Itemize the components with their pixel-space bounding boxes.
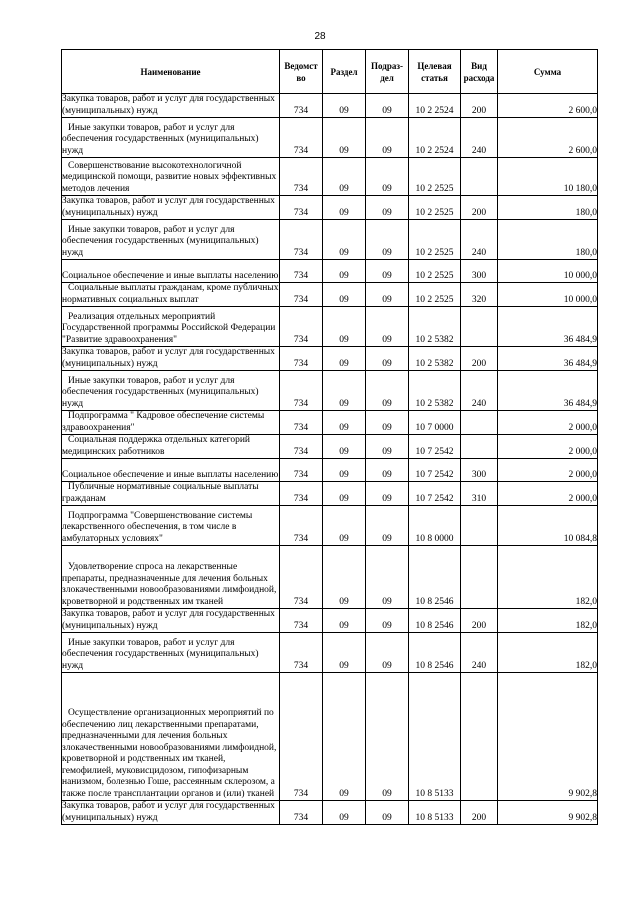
table-body bbox=[62, 94, 598, 825]
row-section: 09 bbox=[323, 482, 366, 506]
row-subsection: 09 bbox=[366, 371, 409, 411]
row-subsection: 09 bbox=[366, 283, 409, 307]
table-row bbox=[62, 801, 598, 825]
row-dept: 734 bbox=[280, 283, 323, 307]
header-type: Вид расхода bbox=[461, 50, 498, 94]
row-name: Закупка товаров, работ и услуг для государственных (муниципальных) нужд bbox=[62, 801, 280, 825]
row-target: 10 2 2525 bbox=[409, 283, 461, 307]
table-row bbox=[62, 673, 598, 801]
row-section: 09 bbox=[323, 283, 366, 307]
row-amount: 36 484,9 bbox=[498, 307, 598, 347]
row-section: 09 bbox=[323, 506, 366, 546]
row-amount: 9 902,8 bbox=[498, 673, 598, 801]
row-type: 240 bbox=[461, 371, 498, 411]
row-target: 10 2 5382 bbox=[409, 371, 461, 411]
row-amount: 2 000,0 bbox=[498, 435, 598, 459]
row-target: 10 2 2525 bbox=[409, 260, 461, 283]
row-name: Публичные нормативные социальные выплаты гражданам bbox=[62, 482, 280, 506]
row-subsection: 09 bbox=[366, 673, 409, 801]
row-target: 10 2 2524 bbox=[409, 94, 461, 118]
row-target: 10 2 2524 bbox=[409, 118, 461, 158]
header-amount: Сумма bbox=[498, 50, 598, 94]
row-target: 10 8 0000 bbox=[409, 506, 461, 546]
row-amount: 2 000,0 bbox=[498, 459, 598, 482]
row-subsection: 09 bbox=[366, 801, 409, 825]
row-section: 09 bbox=[323, 411, 366, 435]
row-dept: 734 bbox=[280, 307, 323, 347]
table-row bbox=[62, 283, 598, 307]
row-section: 09 bbox=[323, 435, 366, 459]
row-subsection: 09 bbox=[366, 506, 409, 546]
table-row bbox=[62, 260, 598, 283]
row-section: 09 bbox=[323, 220, 366, 260]
row-amount: 180,0 bbox=[498, 196, 598, 220]
row-name: Подпрограмма "Совершенствование системы лекарственного обеспечения, в том числе в амбулаторных условиях" bbox=[62, 506, 280, 546]
row-subsection: 09 bbox=[366, 633, 409, 673]
row-type: 200 bbox=[461, 347, 498, 371]
row-subsection: 09 bbox=[366, 482, 409, 506]
row-amount: 9 902,8 bbox=[498, 801, 598, 825]
row-subsection: 09 bbox=[366, 260, 409, 283]
row-section: 09 bbox=[323, 633, 366, 673]
row-name: Подпрограмма " Кадровое обеспечение системы здравоохранения" bbox=[62, 411, 280, 435]
table-row bbox=[62, 196, 598, 220]
header-name: Наименование bbox=[62, 50, 280, 94]
row-amount: 2 000,0 bbox=[498, 482, 598, 506]
row-type bbox=[461, 307, 498, 347]
row-dept: 734 bbox=[280, 673, 323, 801]
row-section: 09 bbox=[323, 371, 366, 411]
table-row bbox=[62, 158, 598, 196]
row-target: 10 7 0000 bbox=[409, 411, 461, 435]
row-dept: 734 bbox=[280, 196, 323, 220]
row-subsection: 09 bbox=[366, 411, 409, 435]
row-section: 09 bbox=[323, 673, 366, 801]
table-row bbox=[62, 347, 598, 371]
table-row bbox=[62, 220, 598, 260]
row-section: 09 bbox=[323, 347, 366, 371]
row-target: 10 2 2525 bbox=[409, 220, 461, 260]
row-target: 10 2 5382 bbox=[409, 347, 461, 371]
header-subsection: Подраз- дел bbox=[366, 50, 409, 94]
row-type bbox=[461, 158, 498, 196]
header-section: Раздел bbox=[323, 50, 366, 94]
row-dept: 734 bbox=[280, 609, 323, 633]
header-row bbox=[62, 50, 598, 94]
row-type bbox=[461, 546, 498, 609]
row-type bbox=[461, 673, 498, 801]
row-name: Иные закупки товаров, работ и услуг для обеспечения государственных (муниципальных) нужд bbox=[62, 371, 280, 411]
row-amount: 2 600,0 bbox=[498, 94, 598, 118]
page-number: 28 bbox=[314, 31, 326, 42]
row-name: Иные закупки товаров, работ и услуг для обеспечения государственных (муниципальных) нужд bbox=[62, 633, 280, 673]
row-amount: 182,0 bbox=[498, 546, 598, 609]
row-section: 09 bbox=[323, 94, 366, 118]
row-amount: 10 084,8 bbox=[498, 506, 598, 546]
row-subsection: 09 bbox=[366, 435, 409, 459]
row-name: Закупка товаров, работ и услуг для государственных (муниципальных) нужд bbox=[62, 196, 280, 220]
row-type: 200 bbox=[461, 801, 498, 825]
table-row bbox=[62, 609, 598, 633]
row-amount: 10 000,0 bbox=[498, 283, 598, 307]
row-target: 10 2 5382 bbox=[409, 307, 461, 347]
row-amount: 36 484,9 bbox=[498, 371, 598, 411]
row-amount: 36 484,9 bbox=[498, 347, 598, 371]
row-subsection: 09 bbox=[366, 459, 409, 482]
table-row bbox=[62, 506, 598, 546]
row-dept: 734 bbox=[280, 260, 323, 283]
row-type: 310 bbox=[461, 482, 498, 506]
row-target: 10 8 2546 bbox=[409, 633, 461, 673]
row-type: 300 bbox=[461, 260, 498, 283]
row-name: Удовлетворение спроса на лекарственные препараты, предназначенные для лечения больных злокачественными новообразованиями лимфоидной, кроветворной и родственных им тканей bbox=[62, 546, 280, 609]
row-dept: 734 bbox=[280, 435, 323, 459]
row-dept: 734 bbox=[280, 347, 323, 371]
row-name: Реализация отдельных мероприятий Государственной программы Российской Федерации "Развитие здравоохранения" bbox=[62, 307, 280, 347]
table-row bbox=[62, 307, 598, 347]
row-type bbox=[461, 435, 498, 459]
row-dept: 734 bbox=[280, 546, 323, 609]
row-section: 09 bbox=[323, 118, 366, 158]
row-target: 10 7 2542 bbox=[409, 435, 461, 459]
row-section: 09 bbox=[323, 546, 366, 609]
row-name: Закупка товаров, работ и услуг для государственных (муниципальных) нужд bbox=[62, 94, 280, 118]
row-amount: 2 000,0 bbox=[498, 411, 598, 435]
row-section: 09 bbox=[323, 260, 366, 283]
row-section: 09 bbox=[323, 196, 366, 220]
row-subsection: 09 bbox=[366, 609, 409, 633]
row-section: 09 bbox=[323, 459, 366, 482]
row-name: Иные закупки товаров, работ и услуг для обеспечения государственных (муниципальных) нужд bbox=[62, 118, 280, 158]
row-dept: 734 bbox=[280, 220, 323, 260]
row-type bbox=[461, 506, 498, 546]
row-name: Осуществление организационных мероприятий по обеспечению лиц лекарственными препаратами, предназначенными для лечения больных злокачественными новообразованиями лимфоидной, кроветворной и родственных им тканей, гемофилией, муковисцидозом, гипофизарным нанизмом, болезнью Гоше, рассеянным склерозом, а также после трансплантации органов и (или) тканей bbox=[62, 673, 280, 801]
row-dept: 734 bbox=[280, 158, 323, 196]
row-section: 09 bbox=[323, 158, 366, 196]
row-target: 10 8 5133 bbox=[409, 801, 461, 825]
header-target: Целевая статья bbox=[409, 50, 461, 94]
table-row bbox=[62, 94, 598, 118]
row-target: 10 7 2542 bbox=[409, 482, 461, 506]
row-type: 240 bbox=[461, 118, 498, 158]
row-dept: 734 bbox=[280, 371, 323, 411]
row-amount: 2 600,0 bbox=[498, 118, 598, 158]
row-subsection: 09 bbox=[366, 196, 409, 220]
table-row bbox=[62, 633, 598, 673]
row-section: 09 bbox=[323, 609, 366, 633]
row-amount: 10 000,0 bbox=[498, 260, 598, 283]
row-subsection: 09 bbox=[366, 118, 409, 158]
row-dept: 734 bbox=[280, 94, 323, 118]
row-type: 240 bbox=[461, 220, 498, 260]
table-row bbox=[62, 118, 598, 158]
row-target: 10 8 2546 bbox=[409, 546, 461, 609]
row-dept: 734 bbox=[280, 801, 323, 825]
row-name: Социальные выплаты гражданам, кроме публичных нормативных социальных выплат bbox=[62, 283, 279, 305]
row-section: 09 bbox=[323, 307, 366, 347]
row-type bbox=[461, 411, 498, 435]
row-amount: 182,0 bbox=[498, 609, 598, 633]
table-row bbox=[62, 371, 598, 411]
row-dept: 734 bbox=[280, 118, 323, 158]
row-name: Социальное обеспечение и иные выплаты населению bbox=[62, 260, 280, 283]
row-name: Совершенствование высокотехнологичной медицинской помощи, развитие новых эффективных методов лечения bbox=[62, 158, 280, 196]
row-dept: 734 bbox=[280, 506, 323, 546]
row-type: 200 bbox=[461, 94, 498, 118]
table-row bbox=[62, 482, 598, 506]
row-subsection: 09 bbox=[366, 307, 409, 347]
row-subsection: 09 bbox=[366, 546, 409, 609]
row-type: 200 bbox=[461, 196, 498, 220]
row-type: 200 bbox=[461, 609, 498, 633]
row-type: 240 bbox=[461, 633, 498, 673]
row-name: Иные закупки товаров, работ и услуг для обеспечения государственных (муниципальных) нужд bbox=[62, 220, 280, 260]
row-type: 300 bbox=[461, 459, 498, 482]
table-row bbox=[62, 411, 598, 435]
row-target: 10 2 2525 bbox=[409, 196, 461, 220]
row-target: 10 7 2542 bbox=[409, 459, 461, 482]
row-dept: 734 bbox=[280, 411, 323, 435]
row-amount: 180,0 bbox=[498, 220, 598, 260]
row-dept: 734 bbox=[280, 482, 323, 506]
row-target: 10 2 2525 bbox=[409, 158, 461, 196]
header-dept: Ведомст во bbox=[280, 50, 323, 94]
row-section: 09 bbox=[323, 801, 366, 825]
table-row bbox=[62, 459, 598, 482]
row-subsection: 09 bbox=[366, 347, 409, 371]
row-subsection: 09 bbox=[366, 158, 409, 196]
row-amount: 10 180,0 bbox=[498, 158, 598, 196]
table-row bbox=[62, 546, 598, 609]
row-name: Закупка товаров, работ и услуг для государственных (муниципальных) нужд bbox=[62, 347, 280, 371]
row-name: Социальная поддержка отдельных категорий медицинских работников bbox=[62, 435, 280, 459]
row-subsection: 09 bbox=[366, 220, 409, 260]
row-dept: 734 bbox=[280, 459, 323, 482]
table-row bbox=[62, 435, 598, 459]
row-name: Социальное обеспечение и иные выплаты населению bbox=[62, 459, 280, 482]
row-amount: 182,0 bbox=[498, 633, 598, 673]
row-subsection: 09 bbox=[366, 94, 409, 118]
row-name: Закупка товаров, работ и услуг для государственных (муниципальных) нужд bbox=[62, 609, 280, 633]
row-type: 320 bbox=[461, 283, 498, 307]
budget-table bbox=[61, 49, 598, 825]
row-dept: 734 bbox=[280, 633, 323, 673]
row-target: 10 8 2546 bbox=[409, 609, 461, 633]
row-target: 10 8 5133 bbox=[409, 673, 461, 801]
